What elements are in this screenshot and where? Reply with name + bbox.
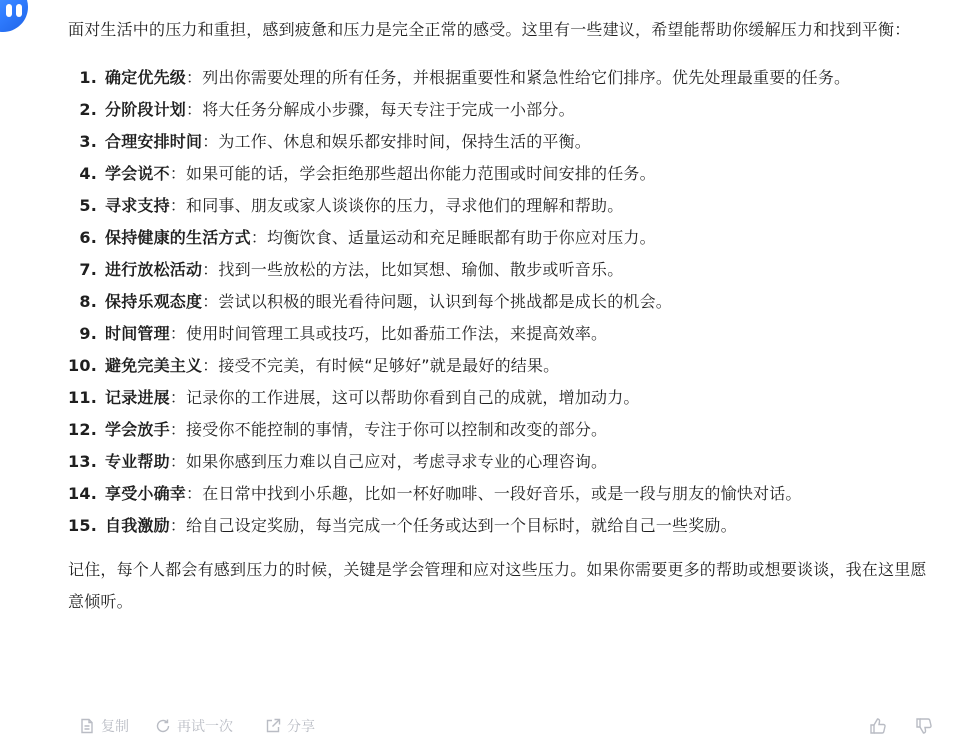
tip-number: 9. <box>79 324 97 343</box>
tip-item <box>68 254 940 286</box>
message-intro: 面对生活中的压力和重担，感到疲惫和压力是完全正常的感受。这里有一些建议，希望能帮助你缓解压力和找到平衡： <box>68 20 911 39</box>
assistant-message <box>68 14 940 618</box>
tip-title: 分阶段计划 <box>105 100 187 119</box>
copy-button[interactable] <box>78 716 129 736</box>
tip-number: 6. <box>79 228 97 247</box>
tip-item <box>68 222 940 254</box>
like-button[interactable] <box>868 716 888 736</box>
tip-number: 14. <box>68 484 97 503</box>
retry-label: 再试一次 <box>177 719 233 735</box>
message-action-bar <box>68 710 960 746</box>
dislike-button[interactable] <box>914 716 934 736</box>
tips-list <box>68 62 940 542</box>
tip-title: 保持健康的生活方式 <box>105 228 251 247</box>
copy-label: 复制 <box>101 719 129 735</box>
tip-number: 4. <box>79 164 97 183</box>
tip-title: 合理安排时间 <box>105 132 203 151</box>
tip-title: 自我激励 <box>105 516 170 535</box>
tip-number: 15. <box>68 516 97 535</box>
tip-text: ：接受不完美，有时候“足够好”就是最好的结果。 <box>202 356 560 375</box>
avatar-left-eye <box>6 4 12 17</box>
tip-number: 7. <box>79 260 97 279</box>
tip-number: 1. <box>79 68 97 87</box>
tip-title: 学会说不 <box>105 164 170 183</box>
tip-title: 时间管理 <box>105 324 170 343</box>
avatar-right-eye <box>16 4 22 17</box>
tip-item <box>68 190 940 222</box>
tip-number: 5. <box>79 196 97 215</box>
tip-title: 享受小确幸 <box>105 484 187 503</box>
tip-item <box>68 62 940 94</box>
tip-text: ：列出你需要处理的所有任务，并根据重要性和紧急性给它们排序。优先处理最重要的任务。 <box>186 68 851 87</box>
share-button[interactable] <box>264 716 315 736</box>
tip-text: ：找到一些放松的方法，比如冥想、瑜伽、散步或听音乐。 <box>202 260 624 279</box>
tip-title: 学会放手 <box>105 420 170 439</box>
share-icon <box>264 717 282 735</box>
tip-number: 11. <box>68 388 97 407</box>
tip-item <box>68 382 940 414</box>
tip-text: ：在日常中找到小乐趣，比如一杯好咖啡、一段好音乐，或是一段与朋友的愉快对话。 <box>186 484 802 503</box>
tip-text: ：使用时间管理工具或技巧，比如番茄工作法，来提高效率。 <box>169 324 608 343</box>
tip-text: ：如果你感到压力难以自己应对，考虑寻求专业的心理咨询。 <box>169 452 608 471</box>
tip-item <box>68 94 940 126</box>
tip-number: 12. <box>68 420 97 439</box>
tip-item <box>68 126 940 158</box>
tip-item <box>68 286 940 318</box>
refresh-icon <box>154 717 172 735</box>
thumbs-down-icon <box>914 716 934 736</box>
tip-text: ：尝试以积极的眼光看待问题，认识到每个挑战都是成长的机会。 <box>202 292 673 311</box>
tip-item <box>68 158 940 190</box>
tip-title: 记录进展 <box>105 388 170 407</box>
tip-item <box>68 350 940 382</box>
thumbs-up-icon <box>868 716 888 736</box>
tip-title: 避免完美主义 <box>105 356 203 375</box>
tip-title: 专业帮助 <box>105 452 170 471</box>
tip-text: ：记录你的工作进展，这可以帮助你看到自己的成就，增加动力。 <box>169 388 640 407</box>
tip-number: 10. <box>68 356 97 375</box>
tip-text: ：为工作、休息和娱乐都安排时间，保持生活的平衡。 <box>202 132 592 151</box>
tip-text: ：将大任务分解成小步骤，每天专注于完成一小部分。 <box>186 100 575 119</box>
tip-item <box>68 414 940 446</box>
tip-item <box>68 478 940 510</box>
tip-title: 进行放松活动 <box>105 260 203 279</box>
tip-item <box>68 510 940 542</box>
tip-text: ：给自己设定奖励，每当完成一个任务或达到一个目标时，就给自己一些奖励。 <box>169 516 737 535</box>
tip-title: 确定优先级 <box>105 68 187 87</box>
tip-number: 8. <box>79 292 97 311</box>
share-label: 分享 <box>287 719 315 735</box>
tip-text: ：和同事、朋友或家人谈谈你的压力，寻求他们的理解和帮助。 <box>169 196 624 215</box>
tip-title: 保持乐观态度 <box>105 292 203 311</box>
tip-number: 2. <box>79 100 97 119</box>
tip-text: ：如果可能的话，学会拒绝那些超出你能力范围或时间安排的任务。 <box>169 164 656 183</box>
retry-button[interactable] <box>154 716 233 736</box>
tip-item <box>68 446 940 478</box>
tip-title: 寻求支持 <box>105 196 170 215</box>
tip-text: ：均衡饮食、适量运动和充足睡眠都有助于你应对压力。 <box>250 228 656 247</box>
tip-text: ：接受你不能控制的事情，专注于你可以控制和改变的部分。 <box>169 420 608 439</box>
tip-number: 13. <box>68 452 97 471</box>
message-outro: 记住，每个人都会有感到压力的时候，关键是学会管理和应对这些压力。如果你需要更多的帮助或想要谈谈，我在这里愿意倾听。 <box>68 560 927 611</box>
copy-icon <box>78 717 96 735</box>
tip-number: 3. <box>79 132 97 151</box>
tip-item <box>68 318 940 350</box>
assistant-avatar <box>0 0 28 32</box>
